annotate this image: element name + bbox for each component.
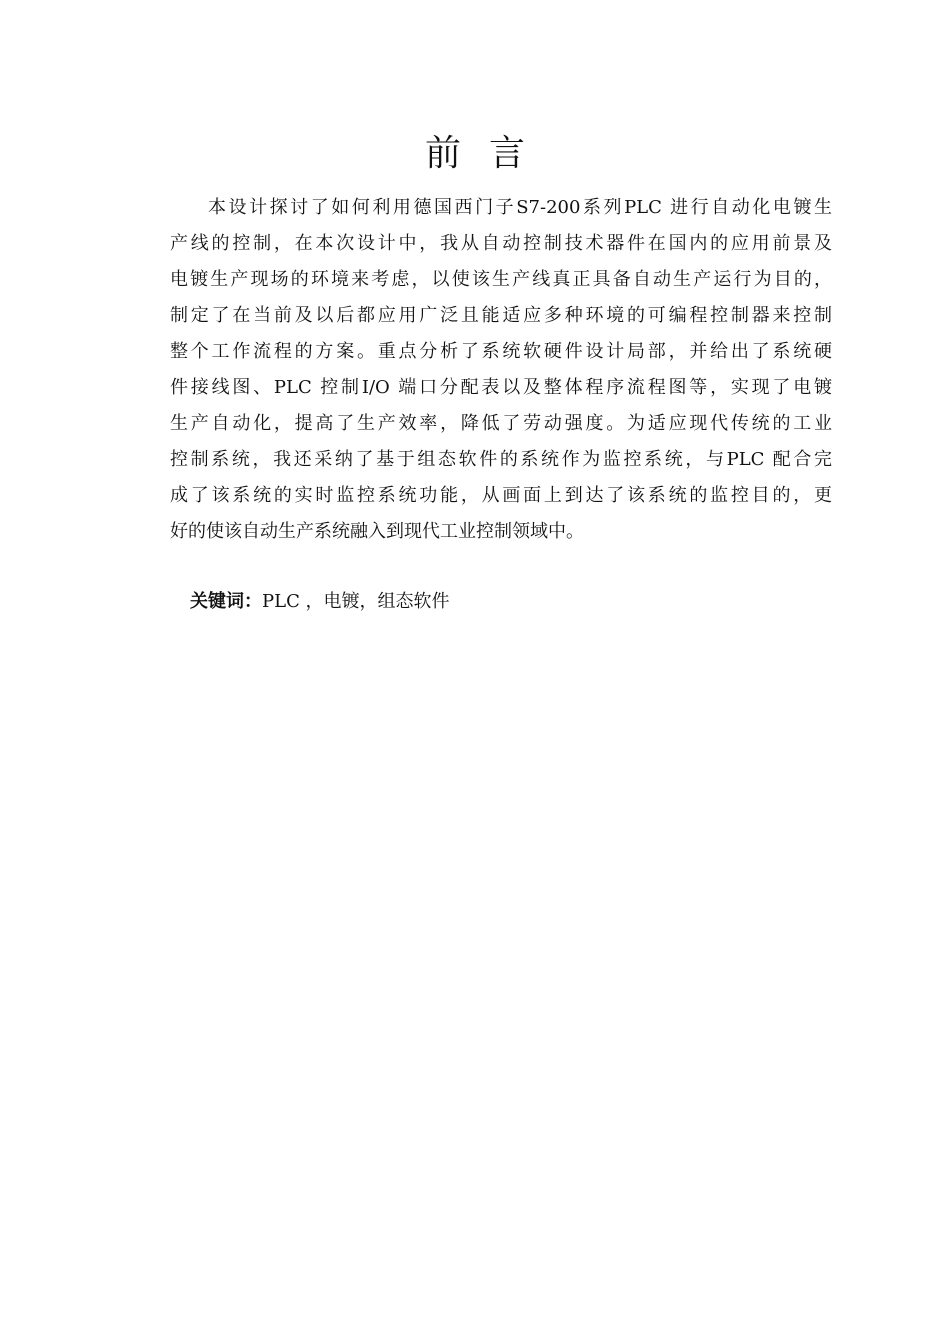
paragraph-line: 整个工作流程的方案。重点分析了系统软硬件设计局部，并给出了系统硬 xyxy=(170,341,832,362)
keywords-label: 关键词： xyxy=(190,591,262,612)
paragraph-line: 生产自动化，提高了生产效率，降低了劳动强度。为适应现代传统的工业 xyxy=(170,413,832,434)
paragraph-line: 好的使该自动生产系统融入到现代工业控制领域中。 xyxy=(170,521,584,542)
paragraph-line: 本设计探讨了如何利用德国西门子S7-200系列PLC 进行自动化电镀生 xyxy=(208,197,832,218)
paragraph-line: 控制系统，我还采纳了基于组态软件的系统作为监控系统，与PLC 配合完 xyxy=(170,449,832,470)
keywords-line xyxy=(190,587,450,617)
preface-paragraph xyxy=(170,190,832,550)
paragraph-line: 制定了在当前及以后都应用广泛且能适应多种环境的可编程控制器来控制 xyxy=(170,305,832,326)
paragraph-line: 成了该系统的实时监控系统功能，从画面上到达了该系统的监控目的，更 xyxy=(170,485,832,506)
paragraph-line: 产线的控制，在本次设计中，我从自动控制技术器件在国内的应用前景及 xyxy=(170,233,832,254)
paragraph-line: 电镀生产现场的环境来考虑，以使该生产线真正具备自动生产运行为目的， xyxy=(170,269,832,290)
keywords-value: PLC ，电镀，组态软件 xyxy=(262,591,450,612)
paragraph-line: 件接线图、PLC 控制I/O 端口分配表以及整体程序流程图等，实现了电镀 xyxy=(170,377,832,398)
page-title: 前言 xyxy=(424,133,553,174)
